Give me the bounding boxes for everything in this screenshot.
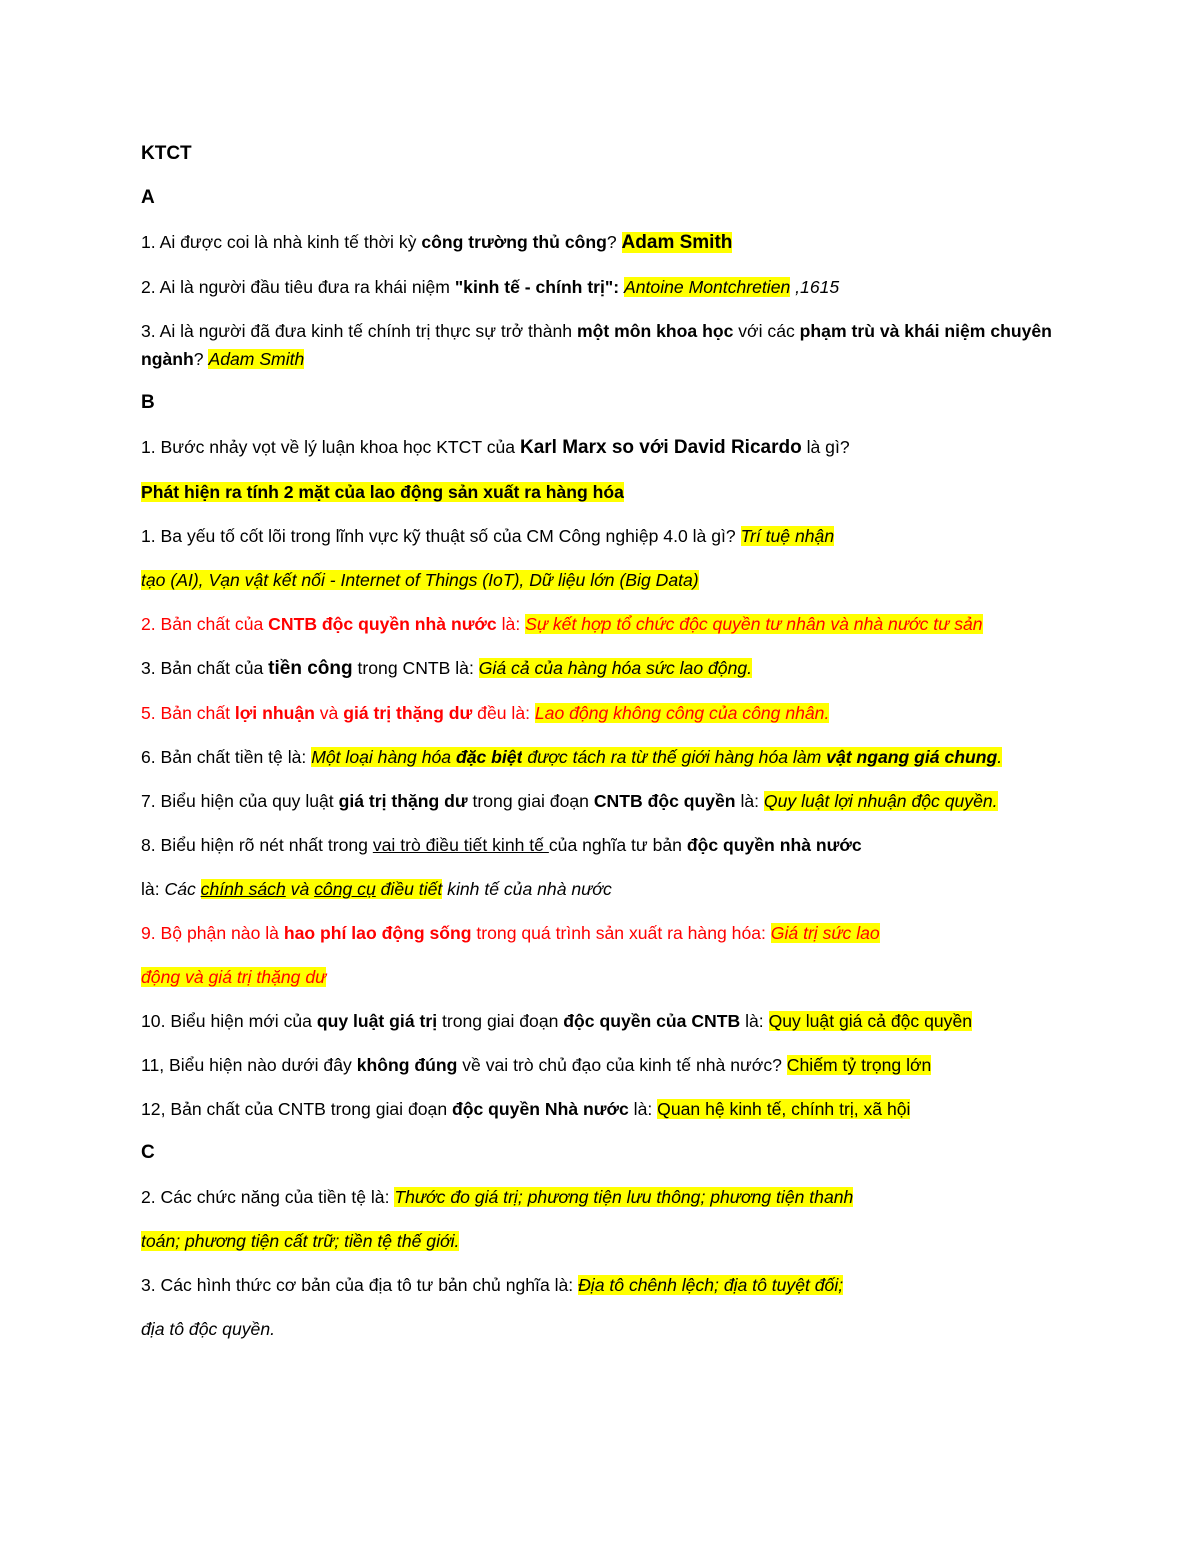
- answer-b1b-cont: tạo (AI), Vạn vật kết nối - Internet of Things (IoT), Dữ liệu lớn (Big Data): [141, 570, 699, 590]
- answer-b5: Lao động không công của công nhân.: [534, 703, 830, 723]
- answer-b9-cont: động và giá trị thặng dư: [141, 967, 327, 987]
- answer-b2: Sự kết hợp tổ chức độc quyền tư nhân và nhà nước tư sản: [525, 614, 983, 634]
- section-heading-b: B: [141, 392, 155, 413]
- question-c3: 3. Các hình thức cơ bản của địa tô tư bản chủ nghĩa là: Địa tô chênh lệch; địa tô tuyệt đối;: [141, 1275, 844, 1295]
- question-a2: 2. Ai là người đầu tiêu đưa ra khái niệm "kinh tế - chính trị": Antoine Montchretien ,1615: [141, 277, 840, 297]
- question-c2: 2. Các chức năng của tiền tệ là: Thước đo giá trị; phương tiện lưu thông; phương tiện thanh: [141, 1187, 854, 1207]
- question-a1: 1. Ai được coi là nhà kinh tế thời kỳ công trường thủ công? Adam Smith: [141, 232, 733, 253]
- answer-b7: Quy luật lợi nhuận độc quyền.: [763, 791, 998, 811]
- question-b3: 3. Bản chất của tiền công trong CNTB là: Giá cả của hàng hóa sức lao động.: [141, 658, 753, 679]
- answer-b12: Quan hệ kinh tế, chính trị, xã hội: [657, 1099, 911, 1119]
- question-a3: 3. Ai là người đã đưa kinh tế chính trị thực sự trở thành một môn khoa học với các phạm trù và khái niệm chuyên ngành? Adam Smith: [141, 321, 1052, 369]
- answer-a2: Antoine Montchretien: [624, 277, 791, 297]
- question-b9: 9. Bộ phận nào là hao phí lao động sống trong quá trình sản xuất ra hàng hóa: Giá trị sức lao: [141, 923, 880, 943]
- answer-b3: Giá cả của hàng hóa sức lao động.: [478, 658, 753, 678]
- answer-b1: Phát hiện ra tính 2 mặt của lao động sản xuất ra hàng hóa: [141, 482, 624, 502]
- question-b12: 12, Bản chất của CNTB trong giai đoạn độc quyền Nhà nước là: Quan hệ kinh tế, chính trị, xã hội: [141, 1099, 911, 1119]
- section-heading-c: C: [141, 1142, 155, 1163]
- answer-b8: là: Các chính sách và công cụ điều tiết kinh tế của nhà nước: [141, 879, 612, 899]
- question-b1: 1. Bước nhảy vọt về lý luận khoa học KTCT của Karl Marx so với David Ricardo là gì?: [141, 437, 850, 458]
- answer-b1-line: [141, 478, 1061, 506]
- question-b8: 8. Biểu hiện rõ nét nhất trong vai trò điều tiết kinh tế của nghĩa tư bản độc quyền nhà nước: [141, 835, 862, 855]
- question-b2: 2. Bản chất của CNTB độc quyền nhà nước là: Sự kết hợp tổ chức độc quyền tư nhân và nhà nước tư sản: [141, 614, 983, 634]
- question-b10: 10. Biểu hiện mới của quy luật giá trị trong giai đoạn độc quyền của CNTB là: Quy luật giá cả độc quyền: [141, 1011, 973, 1031]
- question-b1b: 1. Ba yếu tố cốt lõi trong lĩnh vực kỹ thuật số của CM Công nghiệp 4.0 là gì? Trí tuệ nhận: [141, 526, 835, 546]
- answer-b11: Chiếm tỷ trọng lớn: [786, 1055, 932, 1075]
- question-b7: 7. Biểu hiện của quy luật giá trị thặng dư trong giai đoạn CNTB độc quyền là: Quy luật lợi nhuận độc quyền.: [141, 791, 998, 811]
- answer-b10: Quy luật giá cả độc quyền: [768, 1011, 973, 1031]
- question-b5: 5. Bản chất lợi nhuận và giá trị thặng dư đều là: Lao động không công của công nhân.: [141, 703, 830, 723]
- answer-a1: Adam Smith: [621, 232, 733, 253]
- question-b11: 11, Biểu hiện nào dưới đây không đúng về vai trò chủ đạo của kinh tế nhà nước? Chiếm tỷ trọng lớn: [141, 1055, 932, 1075]
- document-body: [141, 140, 1061, 1359]
- question-b6: 6. Bản chất tiền tệ là: Một loại hàng hóa đặc biệt được tách ra từ thế giới hàng hóa làm vật ngang giá chung.: [141, 747, 1003, 767]
- answer-a3: Adam Smith: [208, 349, 305, 369]
- answer-c2-cont: toán; phương tiện cất trữ; tiền tệ thế giới.: [141, 1231, 460, 1251]
- document-title: KTCT: [141, 143, 192, 164]
- section-heading-a: A: [141, 187, 155, 208]
- answer-c3-cont: địa tô độc quyền.: [141, 1319, 276, 1339]
